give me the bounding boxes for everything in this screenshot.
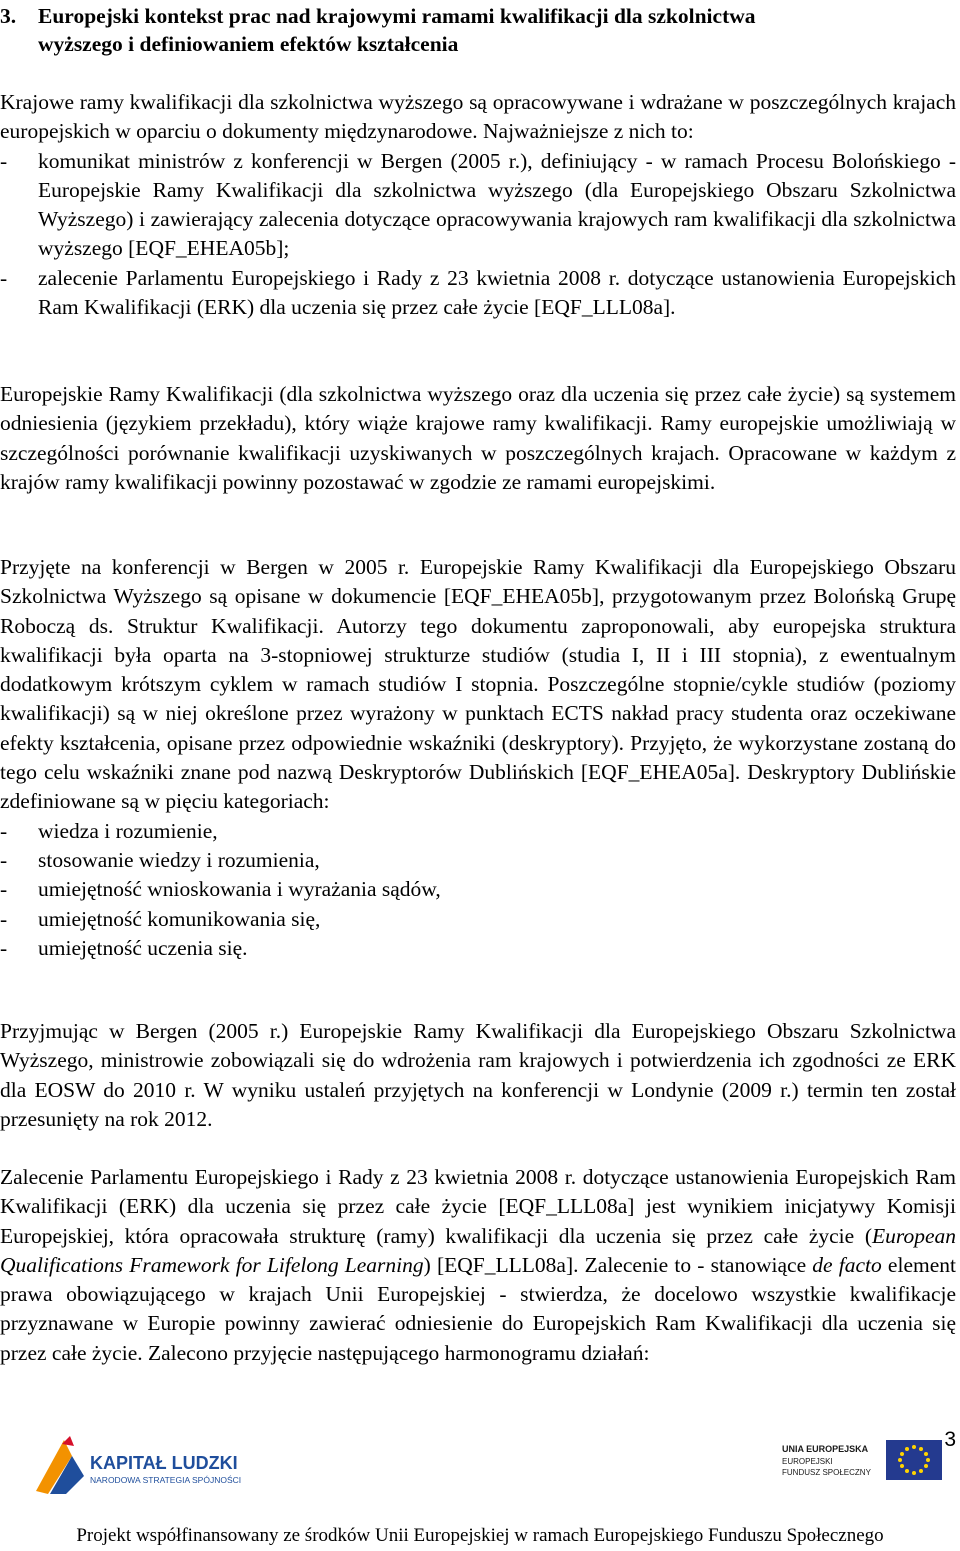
section-number: 3. <box>0 4 17 28</box>
paragraph-5-part-e: element prawa obowiązującego w krajach Unii Europejskiej - stwierdza, że docelowo wszystkie kwalifikacje przyznawane w Europie powinny zawierać odniesienie do Europejskich Ram Kwalifikacji dla uczenia się przez całe życie. Zalecono przyjęcie następującego harmonogramu działań: <box>0 1252 956 1365</box>
logo-right-line-1: UNIA EUROPEJSKA <box>782 1444 869 1454</box>
paragraph-5-text <box>0 1163 956 1368</box>
list-dash: - <box>0 877 8 902</box>
logo-left-line-1: KAPITAŁ LUDZKI <box>90 1453 238 1473</box>
paragraph-4 <box>0 1017 956 1134</box>
logo-right-line-2: EUROPEJSKI <box>782 1457 833 1466</box>
page-number: 3 <box>944 1428 956 1451</box>
paragraph-5 <box>0 1163 956 1368</box>
list-item-text: umiejętność uczenia się. <box>38 935 248 960</box>
kapital-ludzki-logo <box>36 1436 276 1496</box>
footer-text: Projekt współfinansowany ze środków Unii Europejskiej w ramach Europejskiego Funduszu Społecznego <box>76 1525 884 1546</box>
list-dash: - <box>0 148 8 173</box>
list-item <box>0 147 956 264</box>
list-dash: - <box>0 818 8 843</box>
paragraph-5-part-a: Zalecenie Parlamentu Europejskiego i Rady z 23 kwietnia 2008 r. dotyczące ustanowienia Europejskich Ram Kwalifikacji (ERK) dla uczenia się przez całe życie [EQF_LLL08a] jest wynikiem inicjatywy Komisji Europejskiej, która opracowała strukturę (ramy) kwalifikacji dla uczenia się przez całe życie ( <box>0 1165 956 1248</box>
list-item-text: komunikat ministrów z konferencji w Bergen (2005 r.), definiujący - w ramach Procesu Bolońskiego - Europejskie Ramy Kwalifikacji dla szkolnictwa wyższego (dla Europejskiego Obszaru Szkolnictwa Wyższego) i zawierający zalecenia dotyczące opracowywania krajowych ram kwalifikacji dla szkolnictwa wyższego [EQF_EHEA05b]; <box>38 148 956 261</box>
list-item <box>0 264 956 323</box>
paragraph-1-text: Krajowe ramy kwalifikacji dla szkolnictwa wyższego są opracowywane i wdrażane w poszczególnych krajach europejskich w oparciu o dokumenty międzynarodowe. Najważniejsze z nich to: <box>0 90 956 144</box>
list-dash: - <box>0 935 8 960</box>
logo-left-line-2: NARODOWA STRATEGIA SPÓJNOŚCI <box>90 1475 242 1485</box>
paragraph-2-text: Europejskie Ramy Kwalifikacji (dla szkolnictwa wyższego oraz dla uczenia się przez całe życie) są systemem odniesienia (językiem przekładu), który wiąże krajowe ramy kwalifikacji. Ramy europejskie umożliwiają w szczególności porównanie kwalifikacji uzyskiwanych w poszczególnych krajach. Opracowane w każdym z krajów ramy kwalifikacji powinny pozostawać w zgodzie ze ramami europejskimi. <box>0 382 956 494</box>
list-item <box>0 875 956 904</box>
list-dash: - <box>0 265 8 290</box>
list-item-text: stosowanie wiedzy i rozumienia, <box>38 847 320 872</box>
paragraph-5-italic-de-facto: de facto <box>812 1252 882 1277</box>
paragraph-5-italic-title: European Qualifications Framework for Lifelong Learning <box>0 1223 956 1277</box>
section-title-line-2: wyższego i definiowaniem efektów kształcenia <box>38 32 459 56</box>
list-item <box>0 817 956 846</box>
list-dash: - <box>0 847 8 872</box>
paragraph-4-text: Przyjmując w Bergen (2005 r.) Europejskie Ramy Kwalifikacji dla Europejskiego Obszaru Szkolnictwa Wyższego, ministrowie zobowiązali się do wdrożenia ram krajowych i potwierdzenia ich zgodności ze ERK dla EOSW do 2010 r. W wyniku ustaleń przyjętych na konferencji w Londynie (2009 r.) termin ten został przesunięty na rok 2012. <box>0 1019 956 1131</box>
list-item-text: wiedza i rozumienie, <box>38 818 218 843</box>
eu-efs-logo <box>782 1440 942 1482</box>
paragraph-5-part-c: ) [EQF_LLL08a]. Zalecenie to - stanowiące <box>423 1252 813 1277</box>
section-title <box>38 2 938 58</box>
list-item-text: zalecenie Parlamentu Europejskiego i Rady z 23 kwietnia 2008 r. dotyczące ustanowienia Europejskich Ram Kwalifikacji (ERK) dla uczenia się przez całe życie [EQF_LLL08a]. <box>38 265 956 320</box>
logo-right-line-3: FUNDUSZ SPOŁECZNY <box>782 1468 871 1477</box>
section-title-line-1: Europejski kontekst prac nad krajowymi ramami kwalifikacji dla szkolnictwa <box>38 4 756 28</box>
list-item-text: umiejętność wnioskowania i wyrażania sądów, <box>38 877 441 902</box>
paragraph-1 <box>0 88 956 322</box>
list-item <box>0 905 956 934</box>
list-item <box>0 846 956 875</box>
list-dash: - <box>0 906 8 931</box>
list-item-text: umiejętność komunikowania się, <box>38 906 321 931</box>
paragraph-2 <box>0 380 956 497</box>
paragraph-3 <box>0 553 956 963</box>
paragraph-3-text: Przyjęte na konferencji w Bergen w 2005 r. Europejskie Ramy Kwalifikacji dla Europejskiego Obszaru Szkolnictwa Wyższego są opisane w dokumencie [EQF_EHEA05b], przygotowanym przez Bolońską Grupę Roboczą ds. Struktur Kwalifikacji. Autorzy tego dokumentu zaproponowali, aby europejska struktura kwalifikacji była oparta na 3-stopniowej strukturze studiów (studia I, II i III stopnia), z ewentualnym dodatkowym krótszym cyklem w ramach studiów I stopnia. Poszczególne stopnie/cykle studiów (poziomy kwalifikacji) są w niej określone przez wyrażony w punktach ECTS nakład pracy studenta oraz oczekiwane efekty kształcenia, opisane przez odpowiednie wskaźniki (deskryptory). Przyjęto, że wykorzystane zostaną do tego celu wskaźniki znane pod nazwą Deskryptorów Dublińskich [EQF_EHEA05a]. Deskryptory Dublińskie zdefiniowane są w pięciu kategoriach: <box>0 555 956 814</box>
list-item <box>0 934 956 963</box>
